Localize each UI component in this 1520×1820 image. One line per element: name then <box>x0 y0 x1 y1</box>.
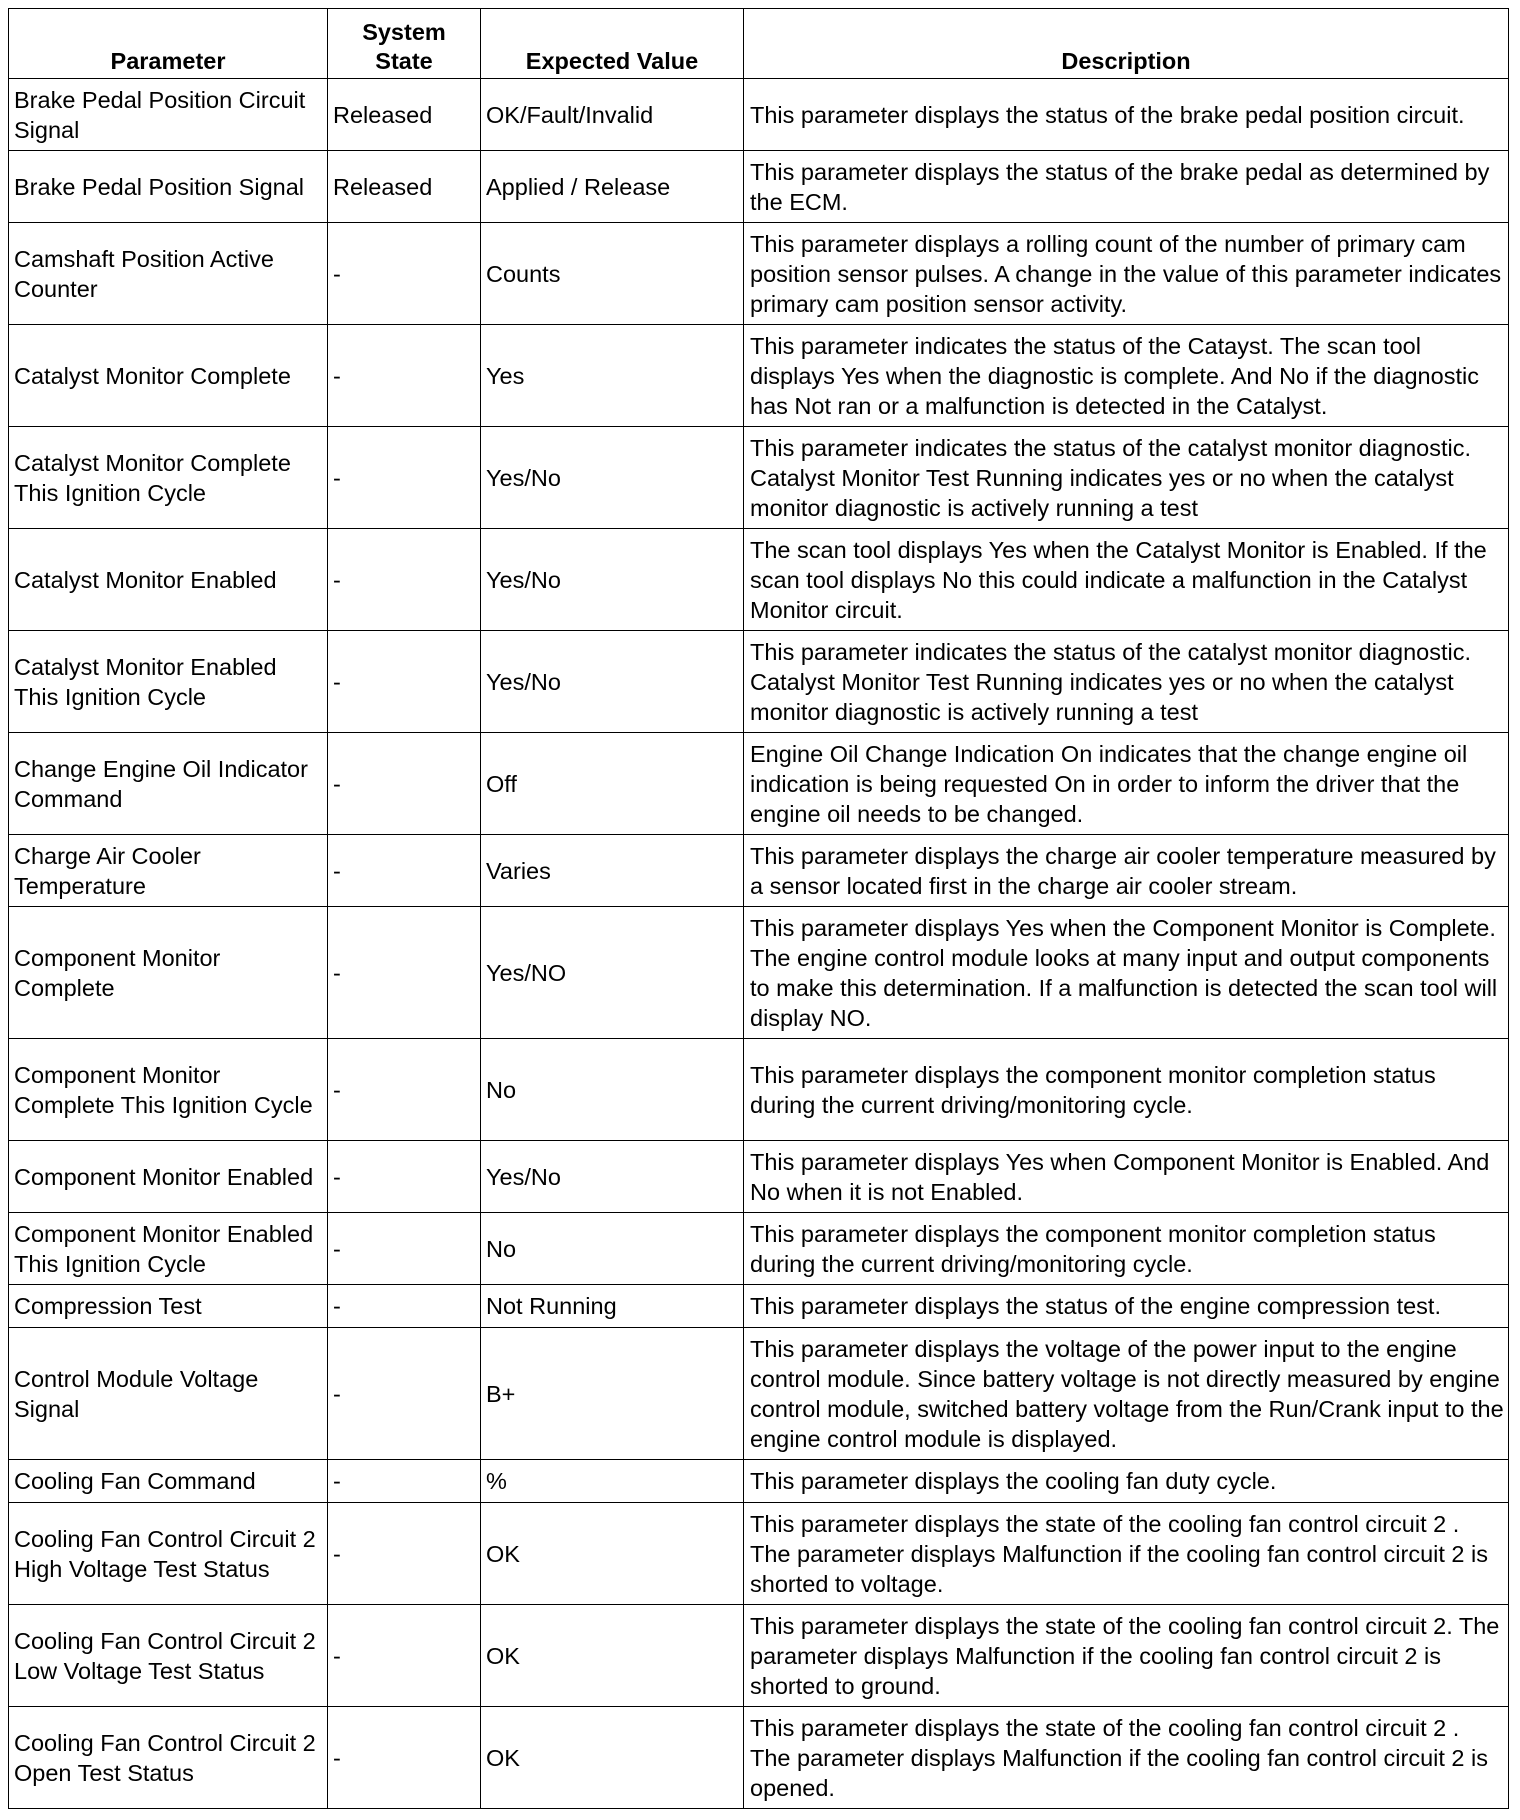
description-cell: This parameter displays the status of the brake pedal position circuit. <box>744 79 1509 151</box>
system-state-cell: - <box>328 907 481 1039</box>
system-state-cell: Released <box>328 151 481 223</box>
header-description: Description <box>744 9 1509 79</box>
parameter-cell: Brake Pedal Position Signal <box>9 151 328 223</box>
expected-value-cell: No <box>481 1213 744 1285</box>
parameter-cell: Catalyst Monitor Enabled This Ignition Cycle <box>9 631 328 733</box>
table-row <box>9 79 1509 151</box>
expected-value-cell: Off <box>481 733 744 835</box>
description-cell: This parameter displays the status of the brake pedal as determined by the ECM. <box>744 151 1509 223</box>
parameter-cell: Cooling Fan Control Circuit 2 Low Voltage Test Status <box>9 1605 328 1707</box>
description-cell: This parameter displays the cooling fan duty cycle. <box>744 1460 1509 1503</box>
system-state-cell: - <box>328 1605 481 1707</box>
description-cell: This parameter displays the component monitor completion status during the current driving/monitoring cycle. <box>744 1213 1509 1285</box>
description-cell: This parameter indicates the status of the Catayst. The scan tool displays Yes when the diagnostic is complete. And No if the diagnostic has Not ran or a malfunction is detected in the Catalyst. <box>744 325 1509 427</box>
description-cell: This parameter displays the status of the engine compression test. <box>744 1285 1509 1328</box>
table-row <box>9 1141 1509 1213</box>
parameter-cell: Compression Test <box>9 1285 328 1328</box>
expected-value-cell: OK <box>481 1503 744 1605</box>
table-header <box>9 9 1509 79</box>
description-cell: This parameter indicates the status of the catalyst monitor diagnostic. Catalyst Monitor Test Running indicates yes or no when the catalyst monitor diagnostic is actively running a test <box>744 631 1509 733</box>
table-row <box>9 223 1509 325</box>
parameter-cell: Control Module Voltage Signal <box>9 1328 328 1460</box>
expected-value-cell: Yes/NO <box>481 907 744 1039</box>
expected-value-cell: B+ <box>481 1328 744 1460</box>
header-system-state: System State <box>328 9 481 79</box>
table-row <box>9 1285 1509 1328</box>
system-state-cell: - <box>328 733 481 835</box>
header-parameter: Parameter <box>9 9 328 79</box>
table-row <box>9 529 1509 631</box>
expected-value-cell: Yes/No <box>481 529 744 631</box>
description-cell: This parameter indicates the status of the catalyst monitor diagnostic. Catalyst Monitor Test Running indicates yes or no when the catalyst monitor diagnostic is actively running a test <box>744 427 1509 529</box>
system-state-cell: - <box>328 223 481 325</box>
system-state-cell: - <box>328 1328 481 1460</box>
table-row <box>9 1328 1509 1460</box>
table-row <box>9 325 1509 427</box>
expected-value-cell: Yes/No <box>481 427 744 529</box>
table-row <box>9 1707 1509 1809</box>
system-state-cell: - <box>328 631 481 733</box>
system-state-cell: - <box>328 1213 481 1285</box>
header-expected-value: Expected Value <box>481 9 744 79</box>
expected-value-cell: Not Running <box>481 1285 744 1328</box>
description-cell: The scan tool displays Yes when the Catalyst Monitor is Enabled. If the scan tool displays No this could indicate a malfunction in the Catalyst Monitor circuit. <box>744 529 1509 631</box>
parameter-cell: Cooling Fan Command <box>9 1460 328 1503</box>
parameter-cell: Charge Air Cooler Temperature <box>9 835 328 907</box>
table-row <box>9 631 1509 733</box>
table-row <box>9 1503 1509 1605</box>
table-row <box>9 835 1509 907</box>
table-row <box>9 427 1509 529</box>
parameter-cell: Component Monitor Complete <box>9 907 328 1039</box>
parameter-cell: Component Monitor Enabled This Ignition Cycle <box>9 1213 328 1285</box>
description-cell: This parameter displays a rolling count of the number of primary cam position sensor pulses. A change in the value of this parameter indicates primary cam position sensor activity. <box>744 223 1509 325</box>
parameter-cell: Catalyst Monitor Enabled <box>9 529 328 631</box>
system-state-cell: - <box>328 1141 481 1213</box>
expected-value-cell: Varies <box>481 835 744 907</box>
system-state-cell: Released <box>328 79 481 151</box>
parameter-cell: Change Engine Oil Indicator Command <box>9 733 328 835</box>
parameter-cell: Catalyst Monitor Complete <box>9 325 328 427</box>
table-row <box>9 1213 1509 1285</box>
expected-value-cell: OK <box>481 1605 744 1707</box>
system-state-cell: - <box>328 1707 481 1809</box>
system-state-cell: - <box>328 1285 481 1328</box>
system-state-cell: - <box>328 1039 481 1141</box>
system-state-cell: - <box>328 1503 481 1605</box>
description-cell: This parameter displays the voltage of the power input to the engine control module. Since battery voltage is not directly measured by engine control module, switched battery voltage from the Run/Crank input to the engine control module is displayed. <box>744 1328 1509 1460</box>
expected-value-cell: % <box>481 1460 744 1503</box>
description-cell: This parameter displays Yes when the Component Monitor is Complete. The engine control module looks at many input and output components to make this determination. If a malfunction is detected the scan tool will display NO. <box>744 907 1509 1039</box>
parameter-cell: Camshaft Position Active Counter <box>9 223 328 325</box>
table-row <box>9 907 1509 1039</box>
description-cell: This parameter displays the state of the cooling fan control circuit 2 . The parameter displays Malfunction if the cooling fan control circuit 2 is shorted to voltage. <box>744 1503 1509 1605</box>
description-cell: This parameter displays Yes when Component Monitor is Enabled. And No when it is not Enabled. <box>744 1141 1509 1213</box>
description-cell: This parameter displays the charge air cooler temperature measured by a sensor located first in the charge air cooler stream. <box>744 835 1509 907</box>
parameter-cell: Component Monitor Enabled <box>9 1141 328 1213</box>
description-cell: This parameter displays the state of the cooling fan control circuit 2 . The parameter displays Malfunction if the cooling fan control circuit 2 is opened. <box>744 1707 1509 1809</box>
system-state-cell: - <box>328 427 481 529</box>
expected-value-cell: Yes <box>481 325 744 427</box>
expected-value-cell: No <box>481 1039 744 1141</box>
expected-value-cell: Counts <box>481 223 744 325</box>
description-cell: This parameter displays the component monitor completion status during the current driving/monitoring cycle. <box>744 1039 1509 1141</box>
parameter-cell: Brake Pedal Position Circuit Signal <box>9 79 328 151</box>
expected-value-cell: Yes/No <box>481 1141 744 1213</box>
expected-value-cell: Applied / Release <box>481 151 744 223</box>
description-cell: This parameter displays the state of the cooling fan control circuit 2. The parameter displays Malfunction if the cooling fan control circuit 2 is shorted to ground. <box>744 1605 1509 1707</box>
table-row <box>9 1039 1509 1141</box>
system-state-cell: - <box>328 325 481 427</box>
table-body <box>9 79 1509 1809</box>
system-state-cell: - <box>328 835 481 907</box>
system-state-cell: - <box>328 1460 481 1503</box>
parameter-cell: Catalyst Monitor Complete This Ignition Cycle <box>9 427 328 529</box>
system-state-cell: - <box>328 529 481 631</box>
expected-value-cell: Yes/No <box>481 631 744 733</box>
table-row <box>9 1605 1509 1707</box>
parameter-table <box>8 8 1509 1809</box>
description-cell: Engine Oil Change Indication On indicates that the change engine oil indication is being requested On in order to inform the driver that the engine oil needs to be changed. <box>744 733 1509 835</box>
parameter-cell: Cooling Fan Control Circuit 2 Open Test Status <box>9 1707 328 1809</box>
parameter-cell: Component Monitor Complete This Ignition Cycle <box>9 1039 328 1141</box>
header-row <box>9 9 1509 79</box>
table-row <box>9 1460 1509 1503</box>
parameter-cell: Cooling Fan Control Circuit 2 High Voltage Test Status <box>9 1503 328 1605</box>
expected-value-cell: OK/Fault/Invalid <box>481 79 744 151</box>
expected-value-cell: OK <box>481 1707 744 1809</box>
table-row <box>9 733 1509 835</box>
table-row <box>9 151 1509 223</box>
